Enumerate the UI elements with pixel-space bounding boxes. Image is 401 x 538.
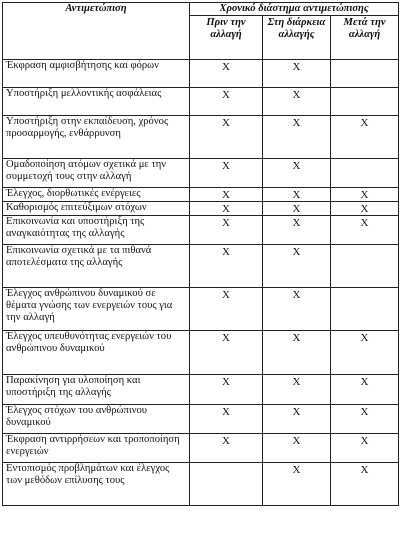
- table-row: [3, 288, 399, 331]
- mark-during: X: [263, 116, 331, 159]
- row-label: Υποστήριξη μελλοντικής ασφάλειας: [3, 88, 190, 116]
- mark-after: X: [331, 116, 399, 159]
- mark-after: X: [331, 216, 399, 245]
- table-row: [3, 202, 399, 216]
- mark-after: X: [331, 434, 399, 463]
- table-row: [3, 331, 399, 375]
- row-label: Έκφραση αμφισβήτησης και φόρων: [3, 60, 190, 88]
- mark-after: [331, 159, 399, 188]
- mark-before: X: [190, 202, 263, 216]
- table-row: [3, 405, 399, 434]
- mark-before: X: [190, 331, 263, 375]
- header-before: Πριν την αλλαγή: [190, 16, 263, 60]
- row-label: Έλεγχος υπευθυνότητας ενεργειών του ανθρώπινου δυναμικού: [3, 331, 190, 375]
- row-label: Παρακίνηση για υλοποίηση και υποστήριξη της αλλαγής: [3, 375, 190, 405]
- mark-during: X: [263, 188, 331, 202]
- mark-after: [331, 288, 399, 331]
- mark-before: X: [190, 375, 263, 405]
- mark-after: [331, 88, 399, 116]
- table-row: [3, 88, 399, 116]
- table-row: [3, 463, 399, 506]
- mark-before: X: [190, 245, 263, 288]
- mark-before: X: [190, 216, 263, 245]
- table-row: [3, 116, 399, 159]
- mark-before: X: [190, 88, 263, 116]
- row-label: Υποστήριξη στην εκπαίδευση, χρόνος προσαρμογής, ενθάρρυνση: [3, 116, 190, 159]
- row-label: Έλεγχος, διορθωτικές ενέργειες: [3, 188, 190, 202]
- mark-before: X: [190, 60, 263, 88]
- table-row: [3, 188, 399, 202]
- mark-during: X: [263, 159, 331, 188]
- row-label: Έλεγχος στόχων του ανθρώπινου δυναμικού: [3, 405, 190, 434]
- mark-during: X: [263, 463, 331, 506]
- row-label: Ομαδοποίηση ατόμων σχετικά με την συμμετοχή τους στην αλλαγή: [3, 159, 190, 188]
- mark-during: X: [263, 375, 331, 405]
- mark-during: X: [263, 245, 331, 288]
- header-during: Στη διάρκεια αλλαγής: [263, 16, 331, 60]
- mark-before: [190, 463, 263, 506]
- mark-before: X: [190, 405, 263, 434]
- mark-during: X: [263, 405, 331, 434]
- table-row: [3, 159, 399, 188]
- table-row: [3, 375, 399, 405]
- mark-during: X: [263, 202, 331, 216]
- row-label: Έλεγχος ανθρώπινου δυναμικού σε θέματα γνώσης των ενεργειών τους για την αλλαγή: [3, 288, 190, 331]
- mark-after: X: [331, 202, 399, 216]
- row-label: Επικοινωνία και υποστήριξη της αναγκαιότητας της αλλαγής: [3, 216, 190, 245]
- header-time-period: Χρονικό διάστημα αντιμετώπισης: [190, 3, 399, 16]
- table-row: [3, 434, 399, 463]
- mark-after: X: [331, 188, 399, 202]
- response-timing-table: [2, 2, 399, 506]
- mark-during: X: [263, 60, 331, 88]
- mark-before: X: [190, 288, 263, 331]
- mark-after: X: [331, 375, 399, 405]
- row-label: Καθορισμός επιτεύξιμων στόχων: [3, 202, 190, 216]
- header-response: Αντιμετώπιση: [3, 3, 190, 60]
- mark-after: X: [331, 331, 399, 375]
- mark-during: X: [263, 216, 331, 245]
- mark-during: X: [263, 331, 331, 375]
- mark-after: [331, 60, 399, 88]
- row-label: Εντοπισμός προβλημάτων και έλεγχος των μεθόδων επίλυσης τους: [3, 463, 190, 506]
- row-label: Επικοινωνία σχετικά με τα πιθανά αποτελέσματα της αλλαγής: [3, 245, 190, 288]
- mark-before: X: [190, 434, 263, 463]
- mark-before: X: [190, 159, 263, 188]
- mark-after: X: [331, 405, 399, 434]
- header-after: Μετά την αλλαγή: [331, 16, 399, 60]
- row-label: Έκφραση αντιρρήσεων και τροποποίηση ενεργειών: [3, 434, 190, 463]
- mark-after: X: [331, 463, 399, 506]
- mark-during: X: [263, 88, 331, 116]
- table-row: [3, 245, 399, 288]
- mark-after: [331, 245, 399, 288]
- mark-during: X: [263, 434, 331, 463]
- mark-before: X: [190, 116, 263, 159]
- table-row: [3, 60, 399, 88]
- table-body: [3, 60, 399, 506]
- mark-during: X: [263, 288, 331, 331]
- mark-before: X: [190, 188, 263, 202]
- table-row: [3, 216, 399, 245]
